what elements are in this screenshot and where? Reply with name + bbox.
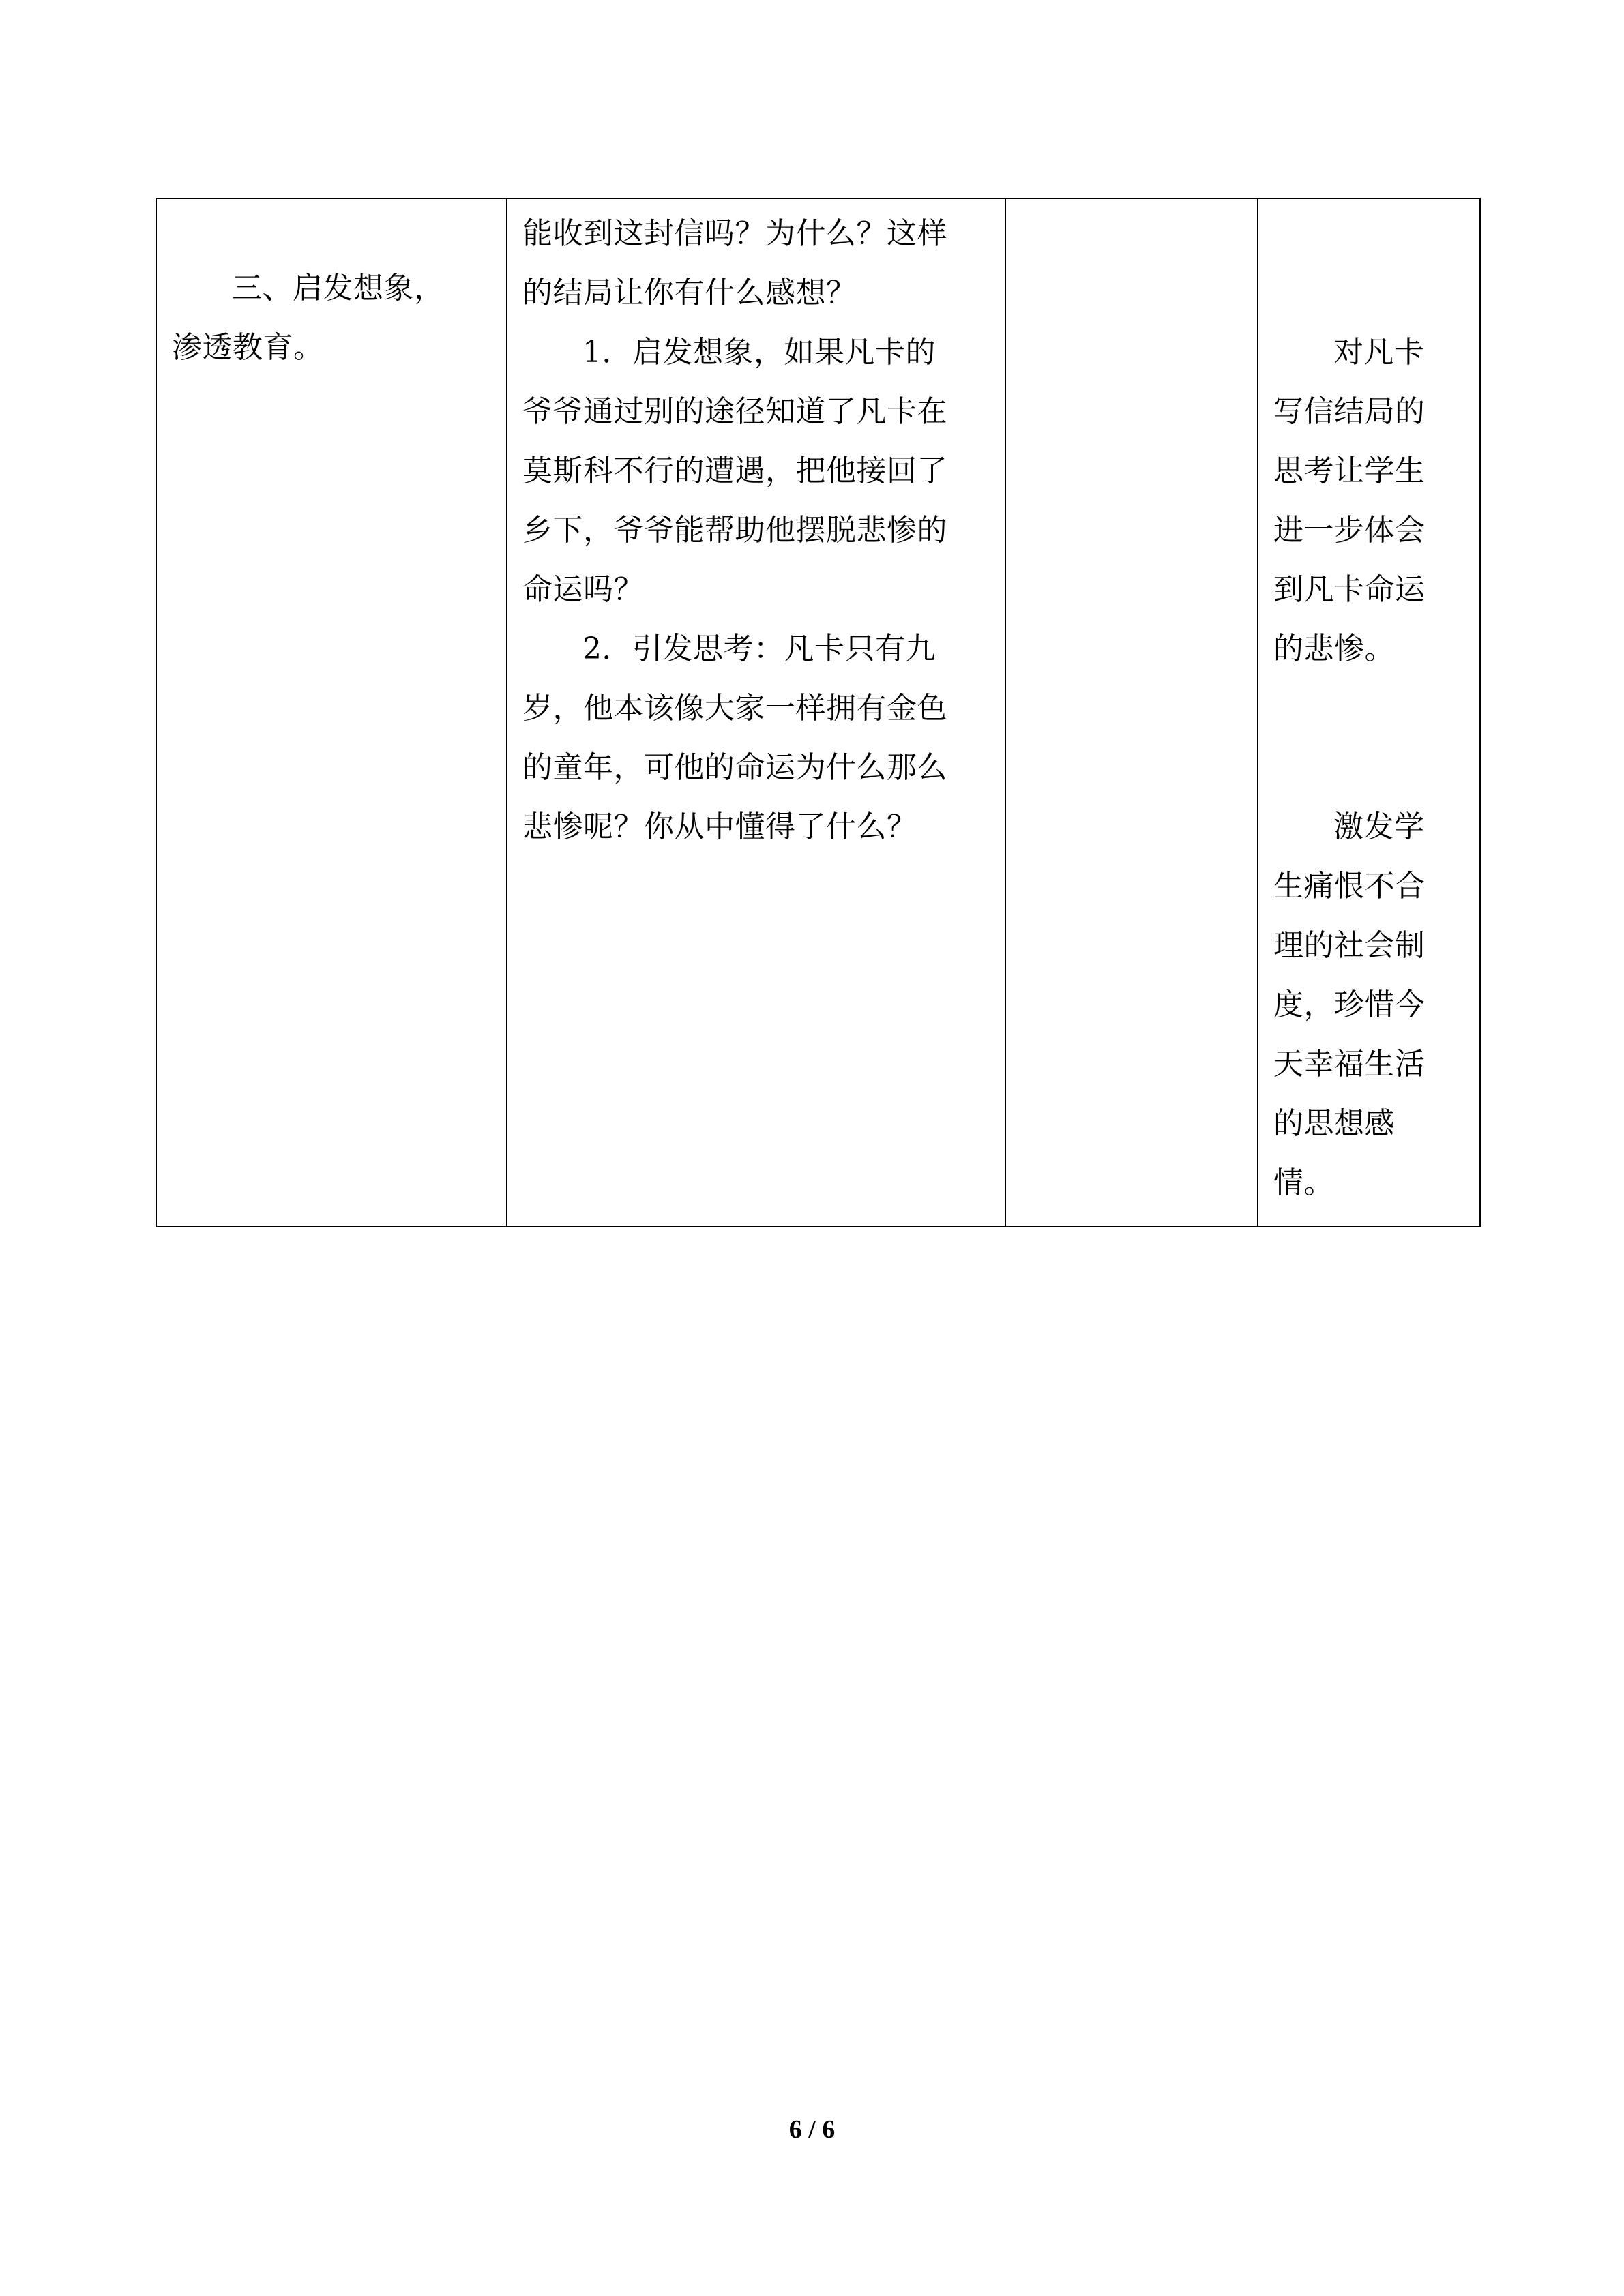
intent-line: 度，珍惜今 [1273,987,1426,1022]
activity-line: 命运吗？ [522,572,644,607]
intent-line: 进一步体会 [1273,513,1426,548]
intent-line: 生痛恨不合 [1273,869,1426,904]
activity-line: 悲惨呢？你从中懂得了什么？ [522,809,917,844]
activity-line: 岁，他本该像大家一样拥有金色 [522,691,947,726]
intent-line: 思考让学生 [1273,453,1426,488]
activity-line: 能收到这封信吗？为什么？这样 [522,216,947,251]
teaching-activity-cell [507,198,1005,1227]
intent-line: 的思想感 [1273,1106,1395,1141]
activity-line: 乡下，爷爷能帮助他摆脱悲惨的 [522,513,947,548]
step-line: 渗透教育。 [172,330,324,365]
intent-line: 的悲惨。 [1273,631,1395,666]
table-row [156,198,1480,1227]
intent-line: 天幸福生活 [1273,1047,1426,1082]
step-line: 三、启发想象， [232,271,445,305]
intent-line: 理的社会制 [1273,928,1426,963]
intent-line: 情。 [1273,1165,1334,1200]
activity-line: 1．启发想象，如果凡卡的 [582,335,936,370]
intent-line: 对凡卡 [1333,335,1425,370]
lesson-plan-table [156,198,1481,1227]
activity-line: 的童年，可他的命运为什么那么 [522,750,947,785]
page-number: 6 / 6 [788,2115,836,2144]
activity-line: 莫斯科不行的遭遇，把他接回了 [522,453,947,488]
activity-line: 的结局让你有什么感想？ [522,275,857,310]
student-activity-cell [1005,198,1258,1227]
intent-line: 到凡卡命运 [1273,572,1426,607]
activity-line: 爷爷通过别的途径知道了凡卡在 [522,394,947,429]
activity-line: 2．引发思考：凡卡只有九 [582,631,936,666]
teaching-step-cell [156,198,507,1227]
intent-line: 写信结局的 [1273,394,1426,429]
design-intent-cell [1258,198,1480,1227]
intent-line: 激发学 [1333,809,1425,844]
